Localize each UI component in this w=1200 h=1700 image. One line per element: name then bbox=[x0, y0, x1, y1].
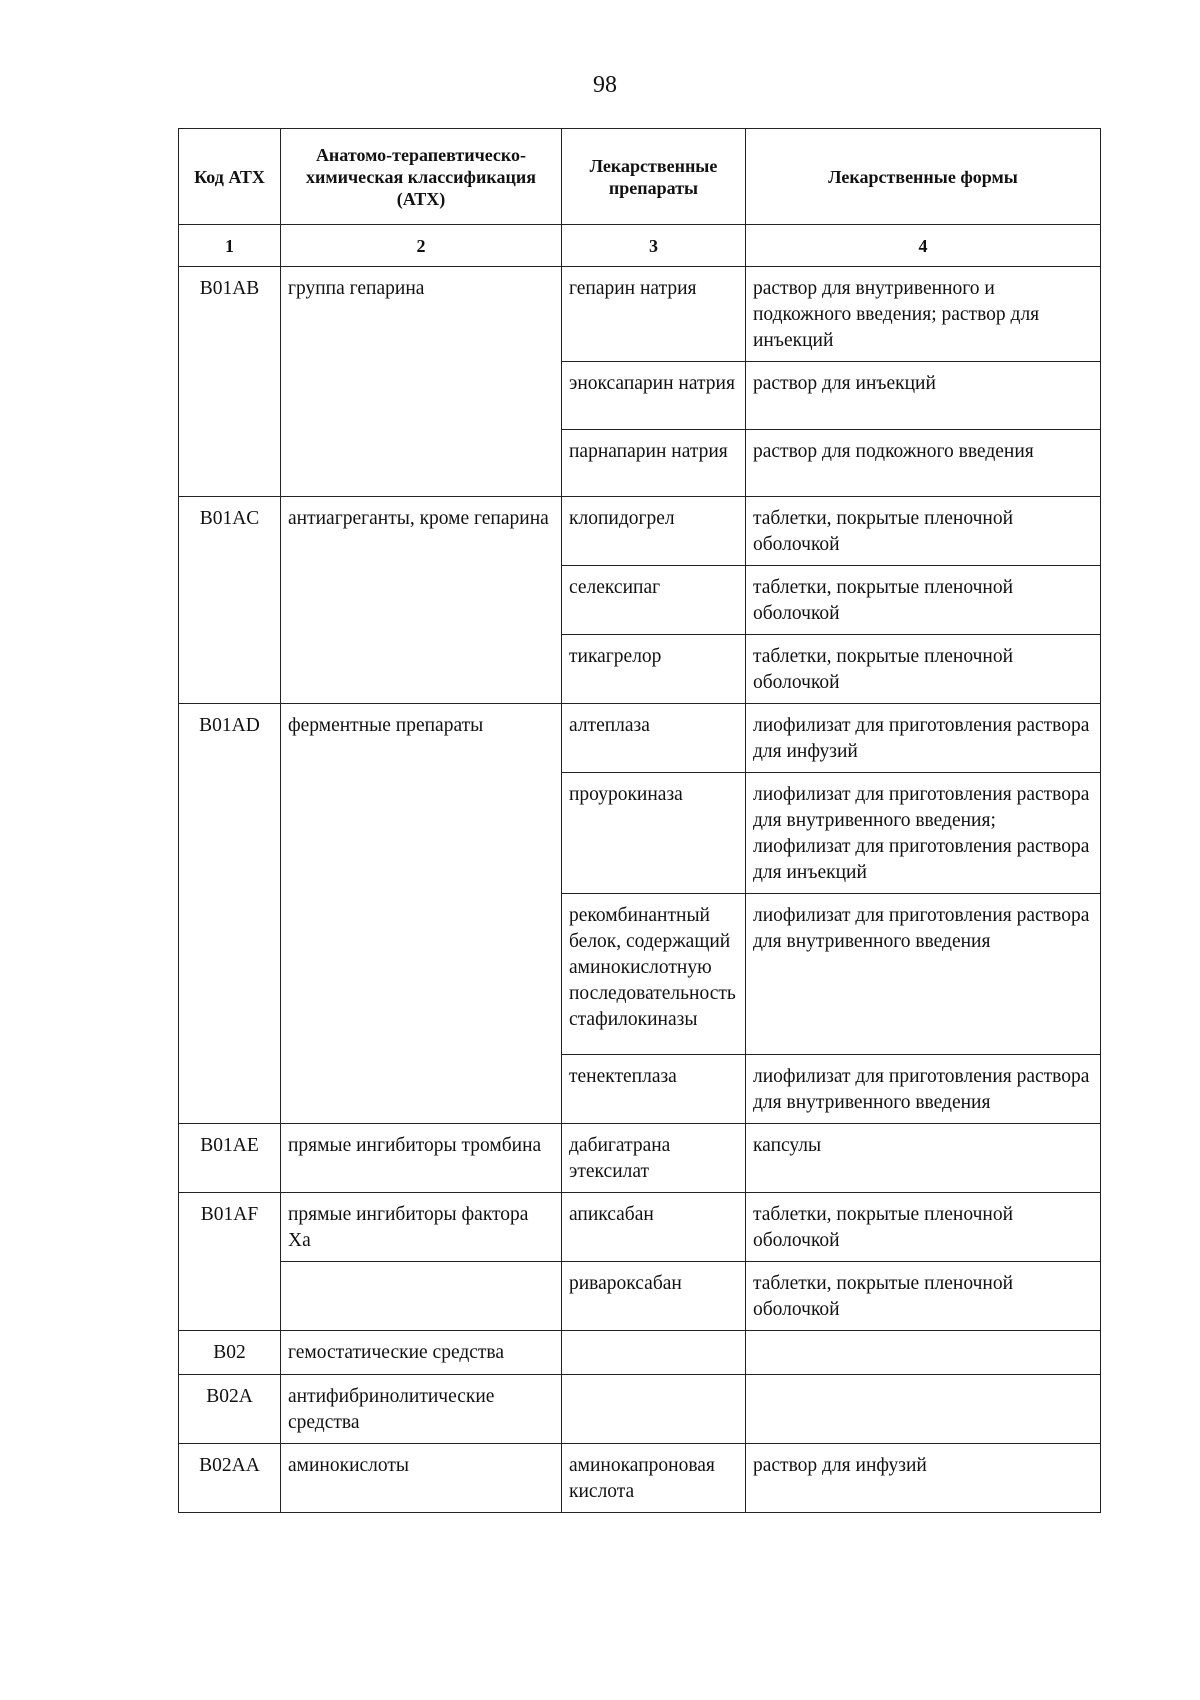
dosage-form-cell bbox=[746, 1375, 1101, 1444]
drug-name-cell bbox=[562, 1375, 746, 1444]
table-row bbox=[179, 704, 1101, 773]
dosage-form-cell: таблетки, покрытые пленочной оболочкой bbox=[746, 635, 1101, 704]
table-row bbox=[179, 267, 1101, 362]
drug-name-cell: эноксапарин натрия bbox=[562, 362, 746, 430]
column-number: 3 bbox=[562, 225, 746, 267]
atx-code-cell: B02A bbox=[179, 1375, 281, 1444]
dosage-form-cell: капсулы bbox=[746, 1124, 1101, 1193]
dosage-form-cell: таблетки, покрытые пленочной оболочкой bbox=[746, 1262, 1101, 1331]
drug-name-cell: тенектеплаза bbox=[562, 1055, 746, 1124]
classification-cell: прямые ингибиторы фактора Ха bbox=[281, 1193, 562, 1262]
dosage-form-cell: лиофилизат для приготовления раствора для внутривенного введения bbox=[746, 1055, 1101, 1124]
table-row bbox=[179, 497, 1101, 566]
drug-name-cell: аминокапроновая кислота bbox=[562, 1444, 746, 1513]
atx-code-cell: B02 bbox=[179, 1331, 281, 1375]
table-body bbox=[179, 267, 1101, 1513]
column-number: 1 bbox=[179, 225, 281, 267]
classification-cell: антифибринолитические средства bbox=[281, 1375, 562, 1444]
dosage-form-cell: раствор для инфузий bbox=[746, 1444, 1101, 1513]
column-number: 2 bbox=[281, 225, 562, 267]
classification-cell bbox=[281, 1262, 562, 1331]
column-number-row bbox=[179, 225, 1101, 267]
table-row bbox=[179, 1444, 1101, 1513]
drug-name-cell: клопидогрел bbox=[562, 497, 746, 566]
header-code: Код АТХ bbox=[179, 129, 281, 225]
classification-cell: прямые ингибиторы тромбина bbox=[281, 1124, 562, 1193]
drug-name-cell: проурокиназа bbox=[562, 773, 746, 894]
dosage-form-cell: таблетки, покрытые пленочной оболочкой bbox=[746, 497, 1101, 566]
atx-code-cell: B01AF bbox=[179, 1193, 281, 1331]
dosage-form-cell: раствор для внутривенного и подкожного введения; раствор для инъекций bbox=[746, 267, 1101, 362]
dosage-form-cell: таблетки, покрытые пленочной оболочкой bbox=[746, 1193, 1101, 1262]
dosage-form-cell bbox=[746, 1331, 1101, 1375]
classification-cell: ферментные препараты bbox=[281, 704, 562, 1124]
table-row bbox=[179, 1262, 1101, 1331]
table-row bbox=[179, 1375, 1101, 1444]
classification-cell: аминокислоты bbox=[281, 1444, 562, 1513]
drug-name-cell: рекомбинантный белок, содержащий аминокислотную последовательность стафилокиназы bbox=[562, 894, 746, 1055]
header-drugs: Лекарственные препараты bbox=[562, 129, 746, 225]
table-row bbox=[179, 1124, 1101, 1193]
atx-code-cell: B01AD bbox=[179, 704, 281, 1124]
drug-name-cell: парнапарин натрия bbox=[562, 430, 746, 497]
atx-code-cell: B02AA bbox=[179, 1444, 281, 1513]
drug-name-cell: селексипаг bbox=[562, 566, 746, 635]
drug-name-cell: ривароксабан bbox=[562, 1262, 746, 1331]
drug-name-cell: дабигатрана этексилат bbox=[562, 1124, 746, 1193]
classification-cell: группа гепарина bbox=[281, 267, 562, 497]
drug-name-cell: апиксабан bbox=[562, 1193, 746, 1262]
column-number: 4 bbox=[746, 225, 1101, 267]
drug-name-cell: алтеплаза bbox=[562, 704, 746, 773]
dosage-form-cell: таблетки, покрытые пленочной оболочкой bbox=[746, 566, 1101, 635]
dosage-form-cell: раствор для подкожного введения bbox=[746, 430, 1101, 497]
dosage-form-cell: лиофилизат для приготовления раствора для внутривенного введения bbox=[746, 894, 1101, 1055]
atx-code-cell: B01AC bbox=[179, 497, 281, 704]
dosage-form-cell: лиофилизат для приготовления раствора для внутривенного введения; лиофилизат для приготовления раствора для инъекций bbox=[746, 773, 1101, 894]
page-number: 98 bbox=[593, 72, 617, 98]
atx-code-cell: B01AE bbox=[179, 1124, 281, 1193]
atx-code-cell: B01AB bbox=[179, 267, 281, 497]
drug-name-cell bbox=[562, 1331, 746, 1375]
classification-cell: гемостатические средства bbox=[281, 1331, 562, 1375]
header-row bbox=[179, 129, 1101, 225]
drug-name-cell: гепарин натрия bbox=[562, 267, 746, 362]
dosage-form-cell: раствор для инъекций bbox=[746, 362, 1101, 430]
table-header bbox=[179, 129, 1101, 267]
atx-table bbox=[178, 128, 1101, 1513]
dosage-form-cell: лиофилизат для приготовления раствора для инфузий bbox=[746, 704, 1101, 773]
header-classification: Анатомо-терапевтическо-химическая классификация (АТХ) bbox=[281, 129, 562, 225]
table-row bbox=[179, 1331, 1101, 1375]
table-row bbox=[179, 1193, 1101, 1262]
classification-cell: антиагреганты, кроме гепарина bbox=[281, 497, 562, 704]
drug-name-cell: тикагрелор bbox=[562, 635, 746, 704]
header-forms: Лекарственные формы bbox=[746, 129, 1101, 225]
